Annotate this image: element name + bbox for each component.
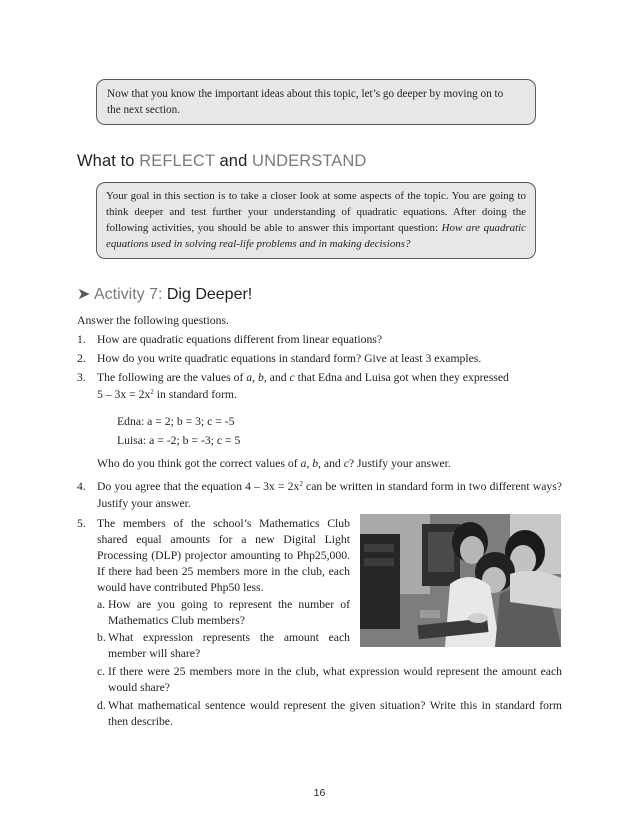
activity-name: Dig Deeper! bbox=[166, 286, 253, 303]
q5d-text: What mathematical sentence would represent the given situation? Write this in standard form then describe. bbox=[108, 699, 562, 728]
section-title-and: and bbox=[214, 152, 253, 170]
arrow-icon: ➤ bbox=[77, 286, 91, 303]
q4-part: Do you agree that the equation 4 – 3x = 2x bbox=[97, 480, 300, 493]
q4-text bbox=[97, 479, 562, 512]
goal-text: Your goal in this section is to take a closer look at some aspects of the topic. You are going to think deeper and test further your understanding of quadratic equations. After doing the following activities, you should be able to answer this important question: bbox=[106, 190, 526, 234]
section-title-understand: UNDERSTAND bbox=[252, 152, 367, 170]
q4-number: 4. bbox=[77, 480, 86, 493]
intro-note-box bbox=[96, 79, 536, 125]
q3-followup-part: ? Justify your answer. bbox=[348, 457, 451, 470]
q3-followup-part: Who do you think got the correct values of bbox=[97, 457, 301, 470]
q3-part: , bbox=[252, 371, 258, 384]
q3-followup-part: , bbox=[306, 457, 313, 470]
q3-followup-var-b: b bbox=[312, 457, 319, 470]
q3-equation: 5 – 3x = 2x bbox=[97, 387, 151, 401]
q3-text bbox=[97, 370, 562, 403]
intro-note-line2: the next section. bbox=[107, 104, 181, 116]
intro-note-line1: Now that you know the important ideas about this topic, let’s go deeper by moving on to bbox=[107, 88, 504, 100]
q3-number: 3. bbox=[77, 371, 86, 384]
q3-part: that Edna and Luisa got when they expressed bbox=[294, 371, 509, 384]
q3-followup-part: , and bbox=[318, 457, 344, 470]
students-computer-photo bbox=[360, 514, 561, 647]
q3-equation-end: in standard form. bbox=[153, 387, 237, 401]
q5b-text: What expression represents the amount each member will share? bbox=[108, 631, 350, 660]
q3-followup bbox=[97, 456, 451, 473]
q5b-label: b. bbox=[97, 631, 106, 644]
q1-number: 1. bbox=[77, 333, 86, 346]
q3-var-b: b bbox=[257, 371, 264, 384]
q3-var-c: c bbox=[289, 371, 295, 384]
q5-text: The members of the school’s Mathematics Club shared equal amounts for a new Digital Light Processing (DLP) projector amounting to Php25,000. If there had been 25 members more in the club, each would have contributed Php50 less. bbox=[97, 517, 350, 594]
luisa-values: Luisa: a = -2; b = -3; c = 5 bbox=[117, 434, 241, 447]
q3-part: The following are the values of bbox=[97, 371, 247, 384]
q3-var-a: a bbox=[246, 371, 253, 384]
goal-question: How are quadratic equations used in solving real-life problems and in making decisions? bbox=[106, 222, 526, 250]
q5-number: 5. bbox=[77, 517, 86, 530]
edna-values: Edna: a = 2; b = 3; c = -5 bbox=[117, 415, 235, 428]
q3-followup-var-c: c bbox=[343, 457, 349, 470]
q2-text: How do you write quadratic equations in standard form? Give at least 3 examples. bbox=[97, 352, 482, 365]
activity-heading bbox=[77, 284, 252, 304]
instructions: Answer the following questions. bbox=[77, 314, 229, 327]
q4-part: can be written in standard form in two different ways? Justify your answer. bbox=[97, 480, 562, 510]
q5c-text: If there were 25 members more in the club, what expression would represent the amount each would share? bbox=[108, 665, 562, 694]
q3-followup-var-a: a bbox=[300, 457, 307, 470]
q4-exponent: 2 bbox=[299, 480, 303, 488]
q2-number: 2. bbox=[77, 352, 86, 365]
section-title-reflect: REFLECT bbox=[139, 152, 215, 170]
q5a-text: How are you going to represent the number of Mathematics Club members? bbox=[108, 598, 350, 627]
page-number: 16 bbox=[313, 787, 326, 799]
section-heading bbox=[77, 152, 366, 171]
q5d-label: d. bbox=[97, 699, 106, 712]
q1-text: How are quadratic equations different from linear equations? bbox=[97, 333, 383, 346]
activity-label: Activity 7: bbox=[93, 286, 167, 303]
goal-box bbox=[96, 182, 536, 259]
q5c-label: c. bbox=[97, 665, 106, 678]
q5a-label: a. bbox=[97, 598, 106, 611]
q3-part: , and bbox=[263, 371, 290, 384]
photo-illustration bbox=[360, 514, 561, 647]
q3-exponent: 2 bbox=[150, 387, 154, 396]
section-title-prefix: What to bbox=[77, 152, 140, 170]
